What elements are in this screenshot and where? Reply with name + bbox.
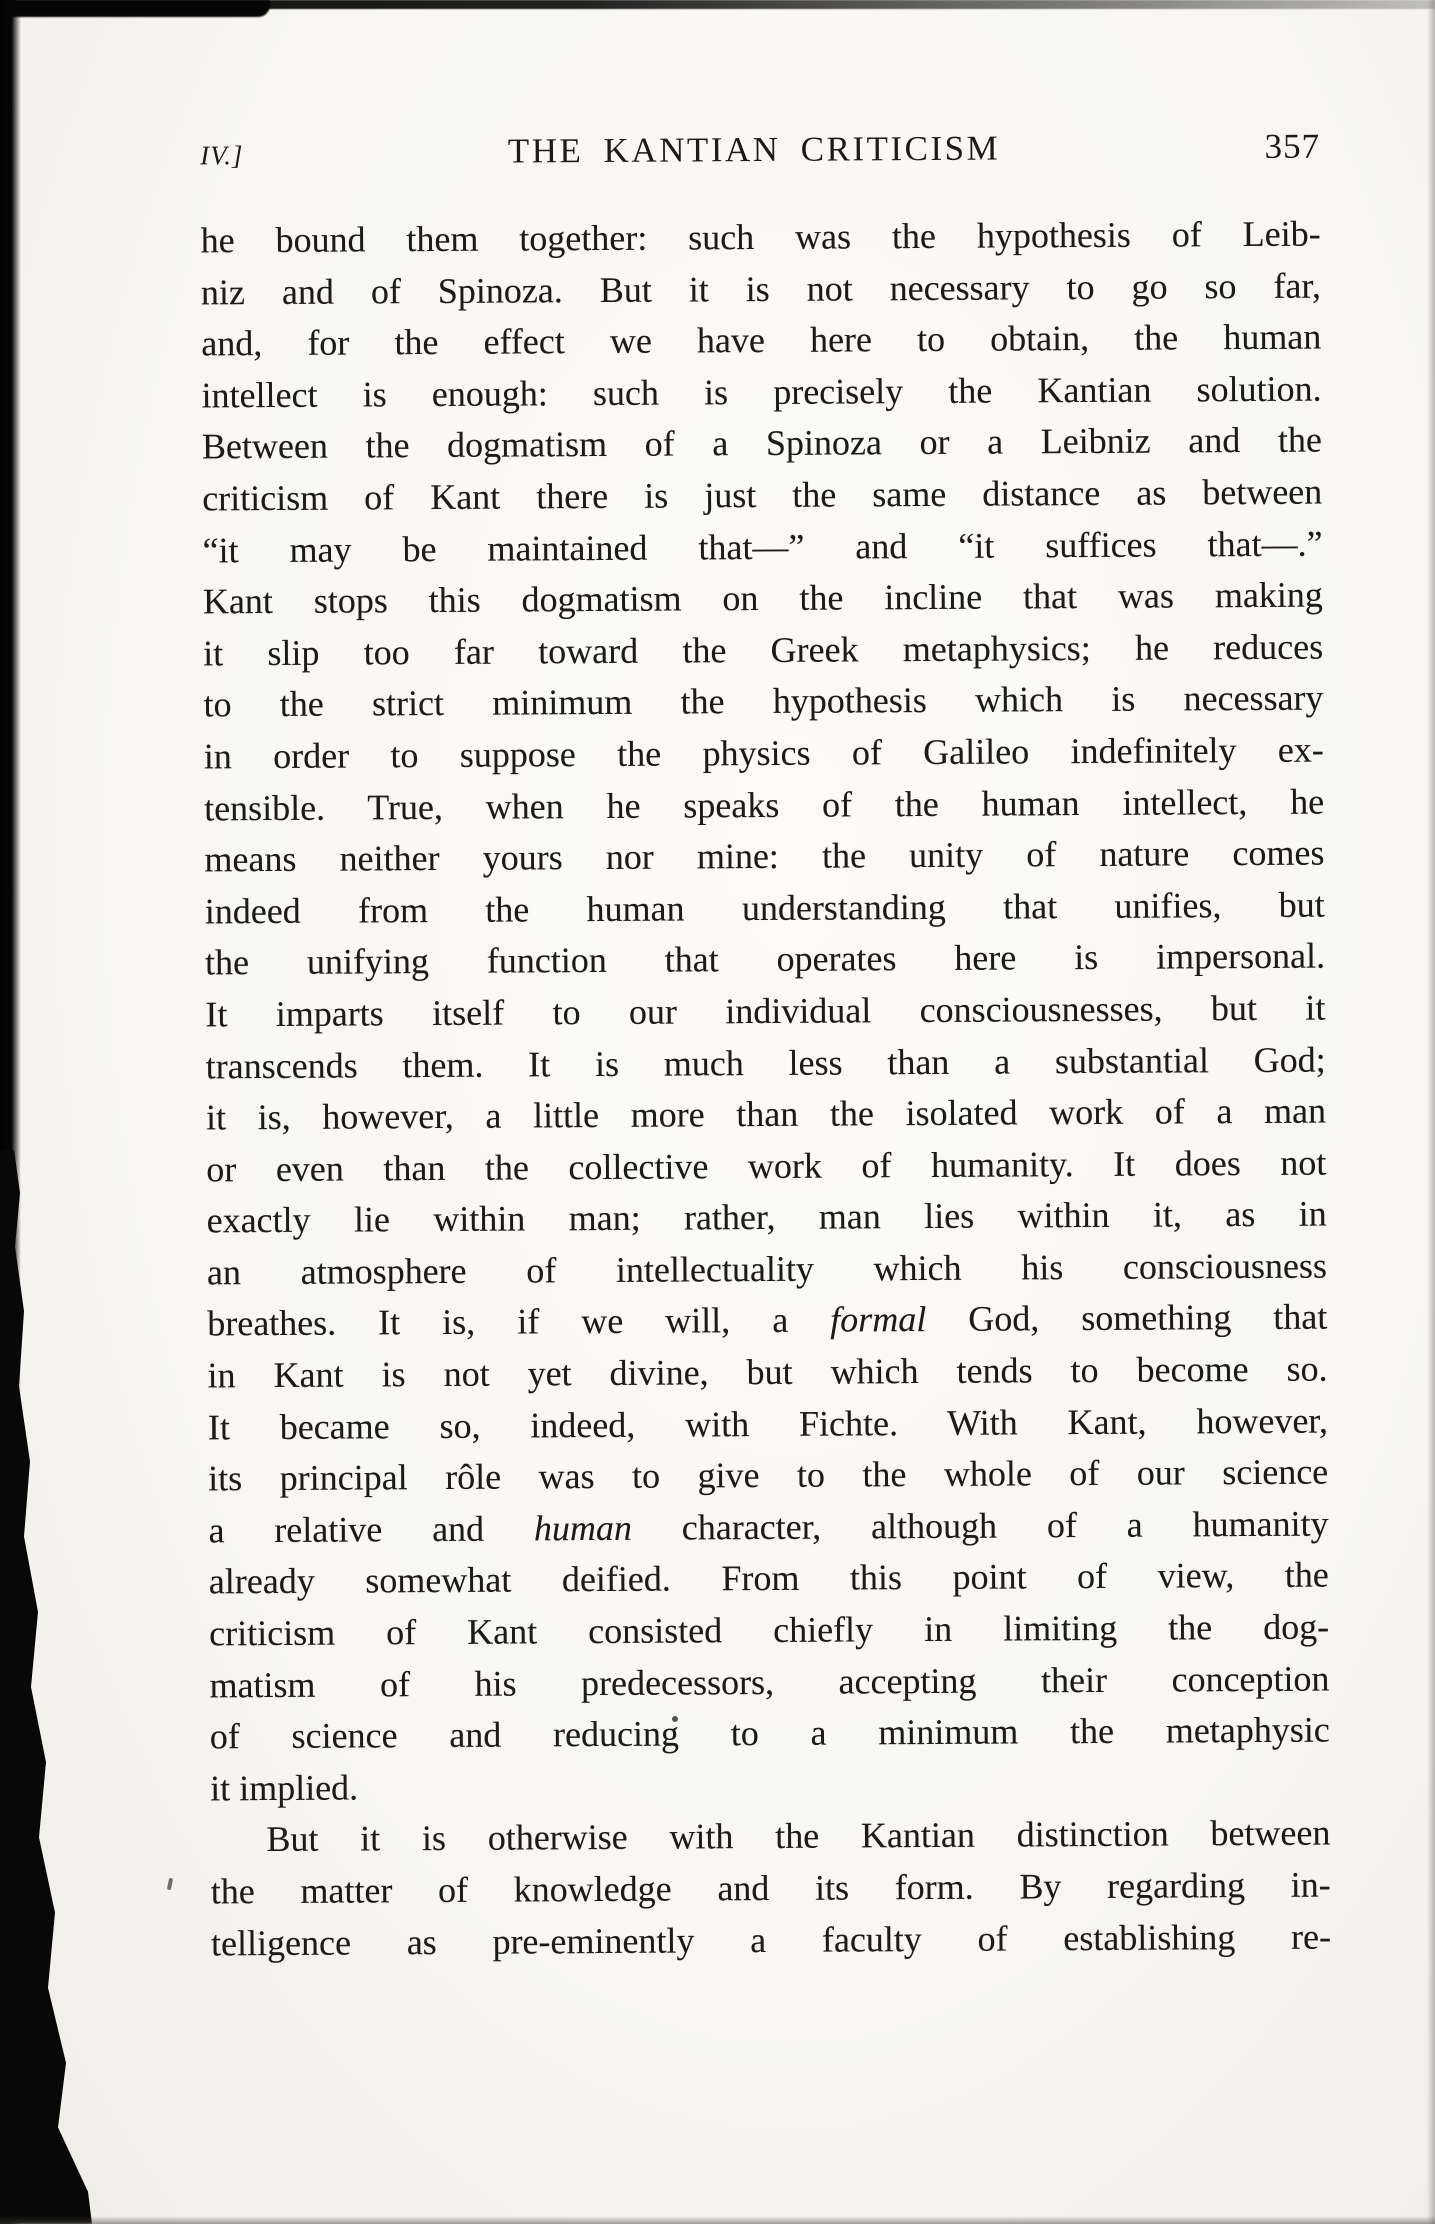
text-line: It imparts itself to our individual consciousnesses, but it [205, 987, 1326, 1035]
text-line [207, 1292, 1327, 1350]
text-line: “it may be maintained that—” and “it suffices that—.” [202, 523, 1323, 570]
text-line: It became so, indeed, with Fichte. With Kant, however, [207, 1400, 1329, 1448]
text-line: it slip too far toward the Greek metaphysics; he reduces [203, 626, 1324, 674]
text-line: But it is otherwise with the Kantian distinction between [266, 1812, 1331, 1860]
text-line: to the strict minimum the hypothesis which is necessary [203, 677, 1324, 725]
text-line: exactly lie within man; rather, man lies within it, as in [206, 1193, 1327, 1241]
text-line: the unifying function that operates here is impersonal. [204, 935, 1326, 983]
line-segment: a relative and [208, 1508, 535, 1551]
text-line: telligence as pre-eminently a faculty of establishing re- [210, 1916, 1332, 1963]
page-number: 357 [1264, 126, 1321, 166]
body-text [201, 209, 1332, 1970]
page-header [200, 127, 1320, 174]
scan-edge-right [1427, 0, 1435, 2224]
text-line: its principal rôle was to give to the whole of our science [208, 1451, 1329, 1499]
text-line: transcends them. It is much less than a substantial God; [205, 1039, 1326, 1086]
text-line: niz and of Spinoza. But it is not necessary to go so far, [200, 265, 1322, 313]
text-line: it implied. [209, 1767, 359, 1809]
text-line: tensible. True, when he speaks of the human intellect, he [204, 781, 1325, 828]
text-line: in Kant is not yet divine, but which tends to become so. [207, 1348, 1328, 1396]
text-line: the matter of knowledge and its form. By regarding in- [210, 1864, 1331, 1912]
text-line [208, 1498, 1328, 1556]
scan-edge-bottom [0, 2216, 1435, 2224]
text-line: already somewhat deified. From this point of view, the [208, 1554, 1329, 1602]
text-line: it is, however, a little more than the isolated work of a man [205, 1090, 1327, 1138]
text-line: he bound them together: such was the hypothesis of Leib- [200, 213, 1321, 261]
text-line: matism of his predecessors, accepting their conception [209, 1658, 1330, 1706]
scan-corner-top-left [0, 0, 270, 17]
text-line: in order to suppose the physics of Galileo indefinitely ex- [203, 729, 1324, 777]
text-line: Between the dogmatism of a Spinoza or a Leibniz and the [201, 419, 1323, 467]
italic-word: human [533, 1507, 633, 1549]
text-line: or even than the collective work of humanity. It does not [206, 1142, 1327, 1190]
text-line: intellect is enough: such is precisely the Kantian solution. [201, 368, 1322, 416]
italic-word: formal [830, 1299, 927, 1341]
line-segment: character, although of a humanity [631, 1503, 1329, 1548]
text-line: an atmosphere of intellectuality which his consciousness [206, 1245, 1328, 1293]
text-line: criticism of Kant there is just the same distance as between [202, 471, 1323, 519]
text-line: means neither yours nor mine: the unity of nature comes [204, 832, 1325, 880]
text-line: Kant stops this dogmatism on the incline that was making [202, 574, 1323, 622]
page-content [200, 127, 1331, 1970]
line-segment: breathes. It is, if we will, a [207, 1300, 831, 1344]
text-line: of science and reducing to a minimum the metaphysic [209, 1709, 1330, 1757]
text-line: and, for the effect we have here to obtain, the human [201, 316, 1322, 364]
text-line: criticism of Kant consisted chiefly in limiting the dog- [209, 1606, 1330, 1654]
chapter-signature: IV.] [200, 140, 244, 171]
line-segment: God, something that [926, 1297, 1328, 1340]
running-title: THE KANTIAN CRITICISM [507, 128, 1001, 171]
text-line: indeed from the human understanding that unifies, but [204, 884, 1325, 932]
